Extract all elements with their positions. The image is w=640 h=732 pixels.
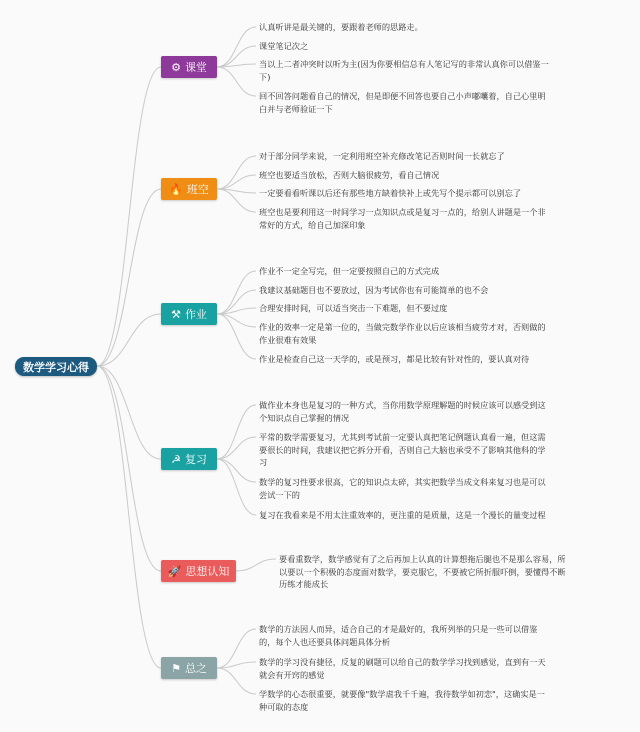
leaf-note[interactable] bbox=[259, 150, 505, 163]
leaf-note[interactable] bbox=[259, 284, 488, 297]
branch-node[interactable] bbox=[161, 560, 236, 582]
branch-node[interactable] bbox=[161, 448, 217, 470]
leaf-text-line: 数学的方法因人而异，适合自己的才是最好的，我所列举的只是一些可以借鉴 bbox=[259, 624, 538, 634]
branch-label: 作业 bbox=[184, 308, 207, 321]
leaf-text-line: 常好的方式，给自己加深印象 bbox=[259, 219, 366, 230]
branch-node[interactable] bbox=[161, 657, 217, 679]
flag-icon: ⚑ bbox=[171, 661, 181, 675]
branch-label: 思想认知 bbox=[185, 565, 230, 578]
leaf-text-line: 做作业本身也是复习的一种方式，当你用数学原理解题的时候应该可以感受到这 bbox=[259, 400, 546, 410]
leaf-note[interactable] bbox=[259, 21, 423, 34]
branch-label: 复习 bbox=[184, 453, 207, 466]
leaf-note[interactable] bbox=[259, 509, 546, 522]
branch-label: 总之 bbox=[184, 662, 207, 675]
gear-icon: ⚙ bbox=[171, 60, 181, 74]
leaf-text-line: 我建议基础题目也不要放过，因为考试你也有可能简单的也不会 bbox=[259, 285, 489, 295]
connector-branch-to-leaf bbox=[217, 459, 256, 515]
leaf-text-line: 就会有开窍的感觉 bbox=[259, 669, 325, 680]
leaf-text-line: 作业是检查自己这一天学的，或是预习，都是比较有针对性的，要认真对待 bbox=[259, 354, 530, 364]
leaf-text-line: 数学的学习没有捷径，反复的刷题可以给自己的数学学习找到感觉，直到有一天 bbox=[259, 657, 546, 667]
leaf-text-line: 当以上二者冲突时以听为主(因为你要相信总有人笔记写的非常认真你可以借鉴一 bbox=[259, 59, 549, 69]
leaf-text-line: 平常的数学需要复习，尤其到考试前一定要认真把笔记例题认真看一遍，但这需 bbox=[259, 432, 546, 442]
leaf-text-line: 一定要看看听课以后还有那些地方缺着快补上或先写个提示都可以别忘了 bbox=[259, 188, 522, 198]
connector-branch-to-leaf bbox=[217, 405, 256, 459]
leaf-text-line: 作业不一定全写完，但一定要按照自己的方式完成 bbox=[259, 266, 440, 276]
leaf-text-line: 要很长的时间，我建议把它拆分开看，否则自己大脑也承受不了影响其他科的学 bbox=[259, 444, 546, 455]
leaf-text-line: 个知识点自己掌握的情况 bbox=[259, 412, 350, 423]
leaf-text-line: 的，每个人也还要具体问题具体分析 bbox=[259, 636, 391, 647]
leaf-text-line: 历练才能成长 bbox=[279, 579, 329, 589]
leaf-text-line: 对于部分同学来说，一定利用班空补充修改笔记否则时间一长就忘了 bbox=[259, 151, 505, 161]
leaf-note[interactable] bbox=[259, 40, 308, 53]
leaf-note[interactable] bbox=[259, 206, 546, 231]
leaf-text-line: 要看重数学，数学感觉有了之后再加上认真的计算想拖后腿也不是那么容易，所 bbox=[279, 554, 566, 564]
leaf-text-line: 以要以一个积极的态度面对数学，要克服它，不要被它所折服吓倒，要懂得不断 bbox=[279, 566, 566, 577]
branch-node[interactable] bbox=[161, 178, 217, 200]
connector-branch-to-leaf bbox=[217, 459, 256, 482]
leaf-text-line: 习 bbox=[259, 457, 268, 467]
branch-label: 班空 bbox=[186, 183, 209, 196]
flame-icon: 🔥 bbox=[169, 182, 183, 196]
connector-branch-to-leaf bbox=[217, 668, 256, 694]
leaf-text-line: 作业很难有效果 bbox=[259, 334, 317, 345]
rocket-icon: 🚀 bbox=[167, 564, 182, 578]
branch-node[interactable] bbox=[161, 303, 217, 325]
branch-label: 课堂 bbox=[184, 61, 207, 74]
connector-root-to-branch bbox=[97, 366, 161, 459]
leaf-note[interactable] bbox=[259, 265, 439, 278]
leaf-text-line: 班空也要适当放松，否则大脑很疲劳，看自己情况 bbox=[259, 170, 440, 180]
leaf-note[interactable] bbox=[259, 399, 546, 424]
hammer-icon: ⚒ bbox=[171, 307, 181, 321]
root-title: 数学学习心得 bbox=[23, 360, 89, 374]
connector-branch-to-leaf bbox=[217, 175, 256, 189]
leaf-note[interactable] bbox=[259, 353, 529, 366]
leaf-text-line: 白并与老师验证一下 bbox=[259, 103, 333, 114]
branch-node[interactable] bbox=[161, 56, 217, 78]
leaf-note[interactable] bbox=[259, 321, 546, 346]
leaf-note[interactable] bbox=[259, 90, 546, 115]
connector-branch-to-leaf bbox=[217, 271, 256, 314]
leaf-text-line: 复习在我看来是不用太注重效率的，更注重的是质量，这是一个漫长的量变过程 bbox=[259, 510, 546, 520]
leaf-note[interactable] bbox=[259, 656, 546, 681]
leaf-text-line: 下) bbox=[259, 71, 271, 82]
leaf-text-line: 认真听讲是最关键的，要跟着老师的思路走。 bbox=[259, 22, 423, 32]
connector-root-to-branch bbox=[97, 314, 161, 366]
connector-branch-to-leaf bbox=[217, 437, 256, 459]
leaf-note[interactable] bbox=[259, 302, 447, 315]
leaf-text-line: 学数学的心态很重要，就要像"数学虐我千千遍，我待数学如初恋"，这确实是一 bbox=[259, 689, 545, 699]
leaf-text-line: 尝试一下的 bbox=[259, 489, 300, 500]
leaf-note[interactable] bbox=[259, 623, 537, 648]
hammer-sickle-icon: ☭ bbox=[171, 452, 181, 466]
leaf-text-line: 种可取的态度 bbox=[259, 701, 309, 712]
leaf-text-line: 数学的复习性要求很高，它的知识点太碎，其实把数学当成文科来复习也是可以 bbox=[259, 477, 546, 487]
leaf-text-line: 作业的效率一定是第一位的，当做完数学作业以后应该相当疲劳才对，否则做的 bbox=[259, 322, 546, 332]
leaf-text-line: 合理安排时间，可以适当突击一下难题，但不要过度 bbox=[259, 303, 448, 313]
leaf-text-line: 回不回答问题看自己的情况，但是即便不回答也要自己小声嘟囔着，自己心里明 bbox=[259, 91, 546, 101]
leaf-text-line: 班空也是要利用这一时间学习一点知识点或是复习一点的，给别人讲题是一个非 bbox=[259, 207, 546, 217]
leaf-note[interactable] bbox=[279, 553, 566, 591]
leaf-text-line: 课堂笔记次之 bbox=[259, 41, 309, 51]
connector-branch-to-leaf bbox=[217, 67, 256, 96]
connector-branch-to-leaf bbox=[217, 156, 256, 189]
root-node[interactable] bbox=[15, 357, 97, 376]
connector-root-to-branch bbox=[97, 366, 161, 571]
leaf-note[interactable] bbox=[259, 187, 521, 200]
leaf-note[interactable] bbox=[259, 688, 545, 713]
leaf-note[interactable] bbox=[259, 431, 546, 469]
leaf-note[interactable] bbox=[259, 58, 549, 83]
leaf-note[interactable] bbox=[259, 169, 439, 182]
connector-branch-to-leaf bbox=[236, 559, 276, 571]
leaf-note[interactable] bbox=[259, 476, 546, 501]
connector-root-to-branch bbox=[97, 67, 161, 366]
